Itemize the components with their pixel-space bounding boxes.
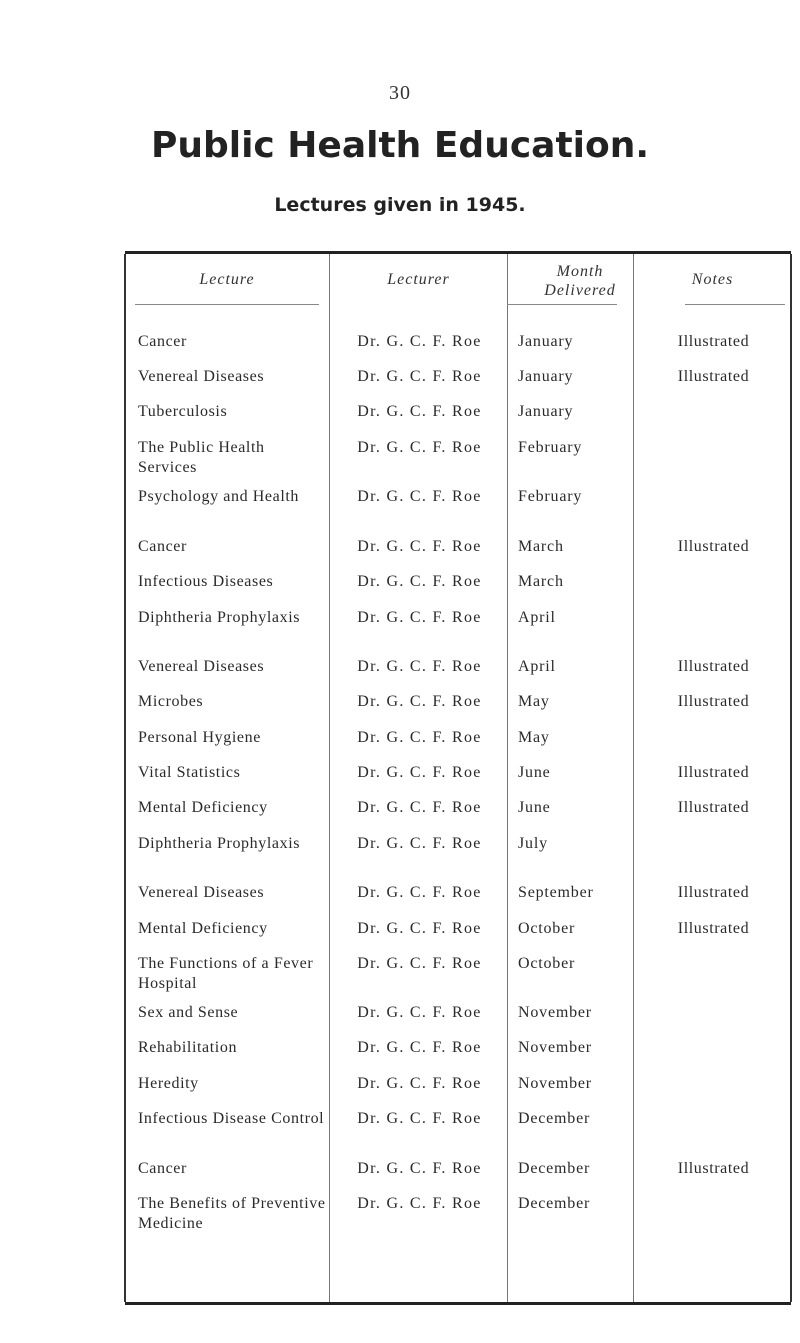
month-cell: November	[518, 1075, 592, 1092]
lecture-cell: Venereal Diseases	[138, 658, 265, 675]
lecture-cell: Microbes	[138, 693, 204, 710]
lecturer-cell: Dr. G. C. F. Roe	[357, 1004, 482, 1021]
month-cell: February	[518, 488, 583, 505]
notes-cell: Illustrated	[677, 658, 750, 675]
lecture-cell: The Functions of a Fever Hospital	[138, 955, 314, 992]
lecturer-cell: Dr. G. C. F. Roe	[357, 955, 482, 972]
lecturer-cell: Dr. G. C. F. Roe	[357, 368, 482, 385]
lecture-cell: Infectious Diseases	[138, 573, 274, 590]
month-cell: May	[518, 693, 550, 710]
notes-cell: Illustrated	[677, 693, 750, 710]
month-cell: October	[518, 920, 576, 937]
lecturer-cell: Dr. G. C. F. Roe	[357, 764, 482, 781]
month-cell: September	[518, 884, 594, 901]
notes-cell: Illustrated	[677, 333, 750, 350]
lecture-cell: Cancer	[138, 538, 187, 555]
lecturer-cell: Dr. G. C. F. Roe	[357, 920, 482, 937]
month-cell: October	[518, 955, 576, 972]
lecturer-cell: Dr. G. C. F. Roe	[357, 1039, 482, 1056]
lecturer-cell: Dr. G. C. F. Roe	[357, 573, 482, 590]
lecture-cell: Rehabilitation	[138, 1039, 238, 1056]
month-cell: July	[518, 835, 548, 852]
lecturer-cell: Dr. G. C. F. Roe	[357, 1075, 482, 1092]
header-notes: Notes	[691, 270, 734, 288]
lecture-cell: Cancer	[138, 333, 187, 350]
lecturer-cell: Dr. G. C. F. Roe	[357, 1160, 482, 1177]
month-cell: February	[518, 439, 583, 456]
lecture-cell: Mental Deficiency	[138, 920, 268, 937]
month-cell: January	[518, 368, 574, 385]
lecture-cell: Mental Deficiency	[138, 799, 268, 816]
lecture-cell: Psychology and Health	[138, 488, 300, 505]
month-cell: January	[518, 403, 574, 420]
header-month-delivered: Month Delivered	[544, 263, 616, 299]
lecturer-cell: Dr. G. C. F. Roe	[357, 799, 482, 816]
notes-cell: Illustrated	[677, 799, 750, 816]
lecturer-cell: Dr. G. C. F. Roe	[357, 439, 482, 456]
lecture-cell: Diphtheria Prophylaxis	[138, 835, 301, 852]
header-lecturer: Lecturer	[387, 270, 450, 288]
lecturer-cell: Dr. G. C. F. Roe	[357, 609, 482, 626]
lecture-cell: Cancer	[138, 1160, 187, 1177]
month-cell: November	[518, 1004, 592, 1021]
month-cell: January	[518, 333, 574, 350]
header-rule	[685, 304, 785, 305]
lecture-cell: Venereal Diseases	[138, 368, 265, 385]
month-cell: November	[518, 1039, 592, 1056]
lecturer-cell: Dr. G. C. F. Roe	[357, 693, 482, 710]
lecturer-cell: Dr. G. C. F. Roe	[357, 1110, 482, 1127]
notes-cell: Illustrated	[677, 1160, 750, 1177]
notes-cell: Illustrated	[677, 920, 750, 937]
lecture-cell: The Benefits of Preventive Medicine	[138, 1195, 326, 1232]
table-left-border	[124, 254, 126, 1302]
lecturer-cell: Dr. G. C. F. Roe	[357, 835, 482, 852]
lecture-cell: Infectious Disease Control	[138, 1110, 325, 1127]
page-subtitle: Lectures given in 1945.	[274, 194, 526, 216]
month-cell: March	[518, 573, 564, 590]
lecturer-cell: Dr. G. C. F. Roe	[357, 333, 482, 350]
column-divider	[507, 254, 508, 1302]
lecture-cell: The Public Health Services	[138, 439, 265, 476]
notes-cell: Illustrated	[677, 884, 750, 901]
lecturer-cell: Dr. G. C. F. Roe	[357, 538, 482, 555]
lecture-cell: Sex and Sense	[138, 1004, 239, 1021]
month-cell: May	[518, 729, 550, 746]
lecturer-cell: Dr. G. C. F. Roe	[357, 884, 482, 901]
notes-cell: Illustrated	[677, 538, 750, 555]
lecturer-cell: Dr. G. C. F. Roe	[357, 488, 482, 505]
lecturer-cell: Dr. G. C. F. Roe	[357, 658, 482, 675]
notes-cell: Illustrated	[677, 368, 750, 385]
lecturer-cell: Dr. G. C. F. Roe	[357, 403, 482, 420]
month-cell: December	[518, 1195, 591, 1212]
lecture-cell: Vital Statistics	[138, 764, 241, 781]
notes-cell: Illustrated	[677, 764, 750, 781]
lecture-cell: Tuberculosis	[138, 403, 228, 420]
header-rule	[507, 304, 617, 305]
lecture-cell: Diphtheria Prophylaxis	[138, 609, 301, 626]
page-title: Public Health Education.	[150, 125, 650, 166]
lecturer-cell: Dr. G. C. F. Roe	[357, 1195, 482, 1212]
month-cell: April	[518, 609, 556, 626]
lecture-cell: Personal Hygiene	[138, 729, 261, 746]
lecture-cell: Heredity	[138, 1075, 199, 1092]
lecture-cell: Venereal Diseases	[138, 884, 265, 901]
month-cell: April	[518, 658, 556, 675]
page-number: 30	[389, 82, 411, 104]
lectures-table	[125, 251, 791, 1305]
month-cell: June	[518, 799, 551, 816]
month-cell: December	[518, 1110, 591, 1127]
month-cell: March	[518, 538, 564, 555]
lecturer-cell: Dr. G. C. F. Roe	[357, 729, 482, 746]
column-divider	[329, 254, 330, 1302]
month-cell: June	[518, 764, 551, 781]
header-rule	[135, 304, 319, 305]
month-cell: December	[518, 1160, 591, 1177]
header-lecture: Lecture	[199, 270, 255, 288]
